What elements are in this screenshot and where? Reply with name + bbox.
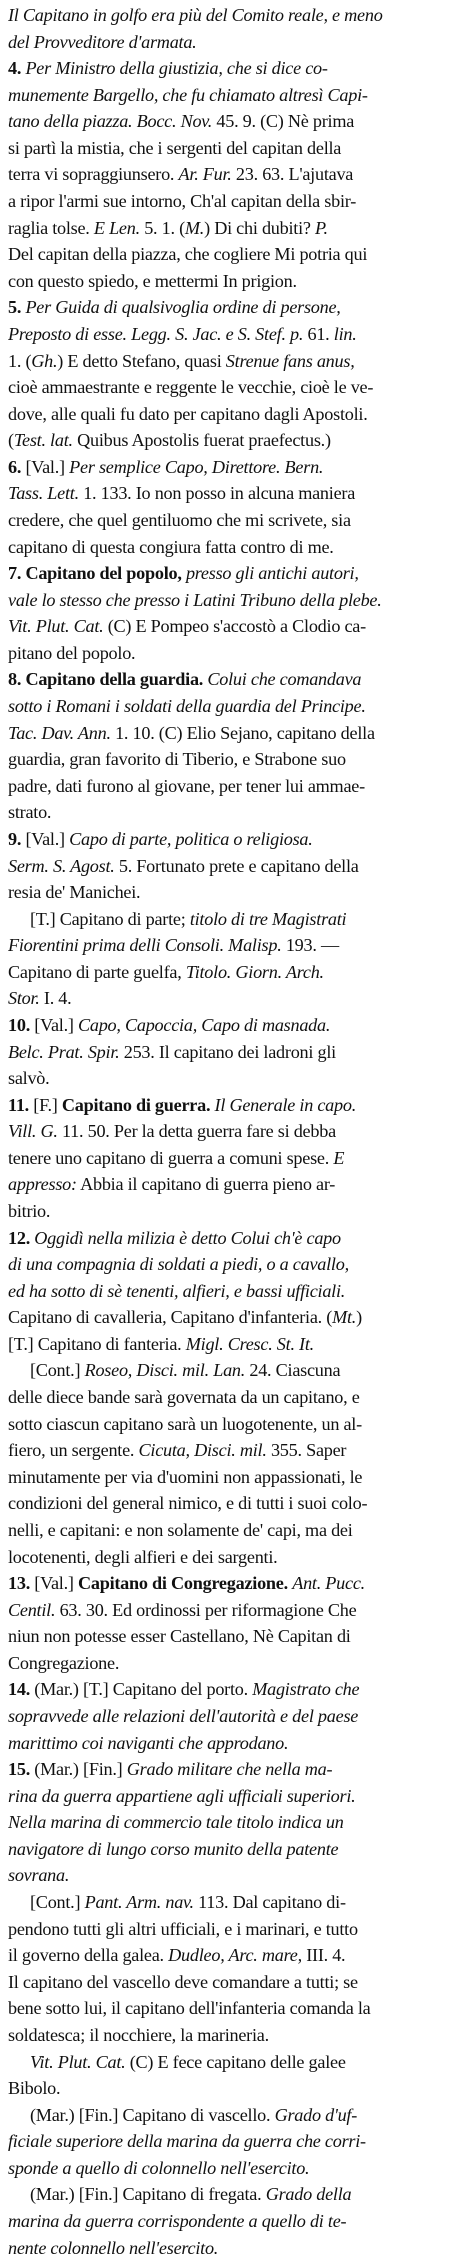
text-run: delle diece bande sarà governata da un capitano, e	[8, 1387, 360, 1408]
italic-text: Vit. Plut. Cat.	[8, 616, 104, 637]
italic-text: del Provveditore d'armata.	[8, 31, 197, 52]
text-run: raglia tolse.	[8, 217, 94, 238]
text-line	[8, 2155, 463, 2182]
text-run: a ripor l'armi sue intorno, Ch'al capitan della sbir-	[8, 191, 356, 212]
text-line	[8, 507, 463, 534]
italic-text: Ant. Pucc.	[292, 1573, 365, 1594]
text-run: credere, che quel gentiluomo che mi scrivete, sia	[8, 509, 351, 530]
text-line	[8, 879, 463, 906]
bold-text: Capitano di Congregazione.	[77, 1573, 293, 1594]
italic-text: nente colonnello nell'esercito.	[8, 2237, 219, 2258]
text-run: Congregazione.	[8, 1652, 120, 1673]
text-run: cioè ammaestrante e reggente le vecchie, cioè le ve-	[8, 377, 374, 398]
italic-text: marina da guerra corrispondente a quello di te-	[8, 2210, 347, 2231]
italic-text: Tac. Dav. Ann.	[8, 722, 111, 743]
text-run: bene sotto lui, il capitano dell'infanteria comanda la	[8, 1998, 371, 2019]
text-line	[8, 268, 463, 295]
text-line	[8, 1012, 463, 1039]
italic-text: Il Capitano in golfo	[8, 5, 152, 25]
text-line	[8, 321, 463, 348]
italic-text: Per Guida di qualsivoglia ordine di persone,	[25, 297, 341, 318]
text-line	[8, 1623, 463, 1650]
text-line	[8, 29, 463, 56]
italic-text: era più del Comito reale, e meno	[151, 5, 383, 25]
italic-text: Per Ministro della giustizia, che si dice co-	[25, 58, 328, 79]
text-line	[8, 534, 463, 561]
text-line	[8, 241, 463, 268]
text-line	[8, 2181, 463, 2208]
italic-text: presso gli antichi autori,	[185, 563, 359, 584]
text-run: (Mar.) [Fin.]	[34, 1759, 127, 1780]
text-run: strato.	[8, 802, 52, 823]
text-line	[8, 1490, 463, 1517]
text-line	[8, 1916, 463, 1943]
text-line	[8, 1357, 463, 1384]
italic-text: marittimo coi naviganti che approdano.	[8, 1732, 289, 1753]
text-run: terra vi sopraggiunsero.	[8, 164, 179, 185]
text-line	[8, 1039, 463, 1066]
text-run: Abbia il capitano di guerra pieno ar-	[76, 1174, 336, 1195]
italic-text: ed ha sotto di sè tenenti, alfieri, e bassi ufficiali.	[8, 1280, 346, 1301]
text-run: 253. Il capitano dei ladroni gli	[119, 1041, 336, 1062]
italic-text: Magistrato che	[252, 1679, 360, 1700]
bold-text: 5.	[8, 297, 26, 318]
bold-text: 6.	[8, 456, 26, 477]
text-run: 63. 30. Ed ordinossi per riformagione Che	[55, 1599, 357, 1620]
text-line	[8, 1809, 463, 1836]
text-run: 61.	[303, 323, 334, 344]
text-line	[8, 587, 463, 614]
italic-text: Colui che comandava	[207, 669, 362, 690]
text-run: Bibolo.	[8, 2078, 61, 2099]
text-line	[8, 454, 463, 481]
text-line	[8, 1304, 463, 1331]
text-run: soldatesca; il nocchiere, la marineria.	[8, 2024, 269, 2045]
text-line	[8, 1836, 463, 1863]
text-run: 5. Fortunato prete e capitano della	[114, 855, 359, 876]
bold-text: Capitano di guerra.	[61, 1094, 215, 1115]
text-line	[8, 1544, 463, 1571]
text-line	[8, 720, 463, 747]
italic-text: sovrana.	[8, 1865, 70, 1886]
text-run: (Mar.) [T.] Capitano del porto.	[34, 1679, 253, 1700]
text-run: padre, dati furono al giovane, per tener lui ammae-	[8, 775, 365, 796]
text-run: nelli, e capitani: e non solamente de' capi, ma dei	[8, 1519, 353, 1540]
text-line	[8, 480, 463, 507]
text-line	[8, 1411, 463, 1438]
italic-text: Grado militare che nella ma-	[126, 1759, 333, 1780]
text-run: 1. 10. (C) Elio Sejano, capitano della	[110, 722, 375, 743]
bold-text: 15.	[8, 1759, 35, 1780]
text-line	[8, 1942, 463, 1969]
text-line	[8, 773, 463, 800]
text-run: 23. 63. L'ajutava	[231, 164, 354, 185]
text-run: 355. Saper	[266, 1440, 347, 1461]
text-run: 24. Ciascuna	[245, 1360, 341, 1381]
text-line	[8, 2075, 463, 2102]
italic-text: rina da guerra appartiene agli ufficiali superiori.	[8, 1785, 356, 1806]
italic-text: Cicuta, Disci. mil.	[138, 1440, 267, 1461]
text-line	[8, 1065, 463, 1092]
text-run: 193. —	[281, 935, 339, 956]
italic-text: Fiorentini prima delli Consoli. Malisp.	[8, 935, 282, 956]
text-line	[8, 1278, 463, 1305]
text-line	[8, 1198, 463, 1225]
text-line	[8, 1517, 463, 1544]
italic-text: titolo di tre Magistrati	[189, 908, 347, 929]
text-run: (C) E Pompeo s'accostò a Clodio ca-	[103, 616, 366, 637]
text-line	[8, 1703, 463, 1730]
italic-text: Capo di parte, politica o religiosa.	[69, 828, 313, 849]
italic-text: navigatore di lungo corso munito della patente	[8, 1838, 339, 1859]
text-line	[8, 55, 463, 82]
text-run: locotenenti, degli alfieri e dei sargenti.	[8, 1546, 278, 1567]
italic-text: Grado d'uf-	[274, 2104, 358, 2125]
italic-text: sotto i Romani i soldati della guardia del Principe.	[8, 696, 366, 717]
bold-text: 8. Capitano della guardia.	[8, 669, 208, 690]
text-run: si partì la mistia, che i sergenti del capitan della	[8, 137, 342, 158]
text-run: )	[356, 1307, 362, 1328]
text-line	[8, 666, 463, 693]
italic-text: Titolo. Giorn. Arch.	[185, 961, 324, 982]
italic-text: Serm. S. Agost.	[8, 855, 115, 876]
text-run: Del capitan della piazza, che cogliere Mi potria qui	[8, 244, 368, 265]
text-line	[8, 853, 463, 880]
text-run: condizioni del general nimico, e di tutti i suoi colo-	[8, 1493, 368, 1514]
italic-text: vale lo stesso che presso i Latini Tribuno della plebe.	[8, 589, 382, 610]
italic-text: Belc. Prat. Spir.	[8, 1041, 120, 1062]
text-line	[8, 906, 463, 933]
text-run: I. 4.	[39, 988, 72, 1009]
text-run: (C) E fece capitano delle galee	[125, 2051, 346, 2072]
text-run: guardia, gran favorito di Tiberio, e Strabone suo	[8, 749, 346, 770]
text-run: 11. 50. Per la detta guerra fare si debba	[57, 1121, 336, 1142]
text-line	[8, 1092, 463, 1119]
italic-text: ficiale superiore della marina da guerra che corri-	[8, 2131, 366, 2152]
text-line	[8, 613, 463, 640]
text-run: capitano di questa congiura fatta contro di me.	[8, 536, 334, 557]
text-line	[8, 932, 463, 959]
text-line	[8, 1597, 463, 1624]
italic-text: Vill. G.	[8, 1121, 58, 1142]
italic-text: munemente Bargello, che fu chiamato altresì Capi-	[8, 84, 368, 105]
text-line	[8, 108, 463, 135]
italic-text: Gh.	[31, 350, 58, 371]
text-line	[8, 1464, 463, 1491]
text-run: tenere uno capitano di guerra a comuni spese.	[8, 1147, 334, 1168]
text-line	[8, 401, 463, 428]
italic-text: Dudleo, Arc. mare,	[168, 1945, 302, 1966]
bold-text: 12.	[8, 1227, 35, 1248]
text-run: 1. 133. Io non posso in alcuna maniera	[78, 483, 356, 504]
text-line	[8, 82, 463, 109]
bold-text: 11.	[8, 1094, 34, 1115]
text-line	[8, 1225, 463, 1252]
text-line	[8, 693, 463, 720]
text-line	[8, 1889, 463, 1916]
italic-text: Il Generale in capo.	[214, 1094, 357, 1115]
text-run: [T.] Capitano di parte;	[30, 908, 190, 929]
bold-text: 10.	[8, 1014, 35, 1035]
text-line	[8, 294, 463, 321]
italic-text: tano della piazza. Bocc. Nov.	[8, 111, 213, 132]
italic-text: Centil.	[8, 1599, 56, 1620]
text-run: resia de' Manichei.	[8, 882, 141, 903]
italic-text: Vit. Plut. Cat.	[30, 2051, 126, 2072]
text-run: salvò.	[8, 1068, 50, 1089]
text-line	[8, 215, 463, 242]
italic-text: E	[333, 1147, 345, 1168]
text-line	[8, 1145, 463, 1172]
text-line	[8, 1570, 463, 1597]
text-run: il governo della galea.	[8, 1945, 169, 1966]
text-run: minutamente per via d'uomini non appassionati, le	[8, 1466, 363, 1487]
text-line	[8, 188, 463, 215]
italic-text: Test. lat.	[13, 430, 73, 451]
text-run: bitrio.	[8, 1201, 51, 1222]
text-line	[8, 1676, 463, 1703]
text-run: dove, alle quali fu dato per capitano dagli Apostoli.	[8, 403, 368, 424]
italic-text: Preposto di esse. Legg. S. Jac. e S. Stef. p.	[8, 323, 304, 344]
italic-text: Strenue fans anus,	[225, 350, 355, 371]
text-line	[8, 1118, 463, 1145]
text-line	[8, 2128, 463, 2155]
italic-text: Roseo, Disci. mil. Lan.	[84, 1360, 246, 1381]
text-line	[8, 2102, 463, 2129]
italic-text: Capo, Capoccia, Capo di masnada.	[77, 1014, 331, 1035]
text-line	[8, 1969, 463, 1996]
text-run: sotto ciascun capitano sarà un luogotenente, un al-	[8, 1413, 362, 1434]
text-run: (Mar.) [Fin.] Capitano di fregata.	[30, 2184, 266, 2205]
text-run: [Val.]	[34, 1014, 78, 1035]
text-line	[8, 959, 463, 986]
text-run: [Cont.]	[30, 1360, 85, 1381]
text-line	[8, 1862, 463, 1889]
text-line	[8, 2022, 463, 2049]
text-run: [Cont.]	[30, 1892, 85, 1913]
text-line	[8, 348, 463, 375]
italic-text: Stor.	[8, 988, 40, 1009]
text-run: [Val.]	[34, 1573, 78, 1594]
text-run: Quibus Apostolis fuerat praefectus.)	[72, 430, 331, 451]
text-run: 1. (	[8, 350, 32, 371]
text-line	[8, 746, 463, 773]
text-line	[8, 985, 463, 1012]
text-line	[8, 135, 463, 162]
bold-text: 9.	[8, 828, 26, 849]
italic-text: Oggidì nella milizia è detto Colui ch'è capo	[34, 1227, 341, 1248]
text-run: [Val.]	[25, 828, 70, 849]
italic-text: Ar. Fur.	[178, 164, 232, 185]
text-run: [Val.]	[25, 456, 70, 477]
text-line	[8, 1437, 463, 1464]
italic-text: Mt.	[332, 1307, 357, 1328]
text-line	[8, 1756, 463, 1783]
italic-text: M.	[184, 217, 205, 238]
text-line	[8, 1171, 463, 1198]
text-run: 45. 9. (C) Nè prima	[212, 111, 355, 132]
text-run: pitano del popolo.	[8, 642, 136, 663]
text-run: [F.]	[33, 1094, 62, 1115]
text-line	[8, 2, 463, 29]
italic-text: Nella marina di commercio tale titolo indica un	[8, 1812, 344, 1833]
italic-text: appresso:	[8, 1174, 77, 1195]
italic-text: Per semplice Capo, Direttore. Bern.	[69, 456, 324, 477]
text-line	[8, 374, 463, 401]
text-run: 5. 1. (	[139, 217, 185, 238]
text-line	[8, 161, 463, 188]
text-line	[8, 1995, 463, 2022]
text-run: pendono tutti gli altri ufficiali, e i marinari, e tutto	[8, 1918, 358, 1939]
italic-text: Pant. Arm. nav.	[84, 1892, 194, 1913]
bold-text: 13.	[8, 1573, 35, 1594]
italic-text: di una compagnia di soldati a piedi, o a cavallo,	[8, 1254, 349, 1275]
italic-text: lin.	[333, 323, 357, 344]
text-line	[8, 799, 463, 826]
text-run: (	[8, 430, 14, 451]
text-line	[8, 2049, 463, 2076]
text-line	[8, 826, 463, 853]
bold-text: 4.	[8, 58, 26, 79]
italic-text: sponde a quello di colonnello nell'esercito.	[8, 2157, 310, 2178]
text-line	[8, 1331, 463, 1358]
text-line	[8, 2208, 463, 2235]
italic-text: Tass. Lett.	[8, 483, 79, 504]
italic-text: E Len.	[93, 217, 140, 238]
text-run: ) E detto Stefano, quasi	[57, 350, 226, 371]
text-run: Capitano di parte guelfa,	[8, 961, 186, 982]
text-line	[8, 427, 463, 454]
text-line	[8, 2235, 463, 2261]
text-line	[8, 1650, 463, 1677]
text-run: Il capitano del vascello deve comandare a tutti; se	[8, 1971, 358, 1992]
text-line	[8, 1384, 463, 1411]
text-run: [T.] Capitano di fanteria.	[8, 1333, 186, 1354]
text-run: fiero, un sergente.	[8, 1440, 139, 1461]
bold-text: 14.	[8, 1679, 35, 1700]
text-run: ) Di chi dubiti?	[204, 217, 316, 238]
text-run: niun non potesse esser Castellano, Nè Capitan di	[8, 1626, 351, 1647]
italic-text: P.	[315, 217, 328, 238]
text-line	[8, 640, 463, 667]
text-line	[8, 1783, 463, 1810]
text-line	[8, 1251, 463, 1278]
text-run: 113. Dal capitano di-	[193, 1892, 346, 1913]
text-run: III. 4.	[301, 1945, 346, 1966]
italic-text: Grado della	[265, 2184, 352, 2205]
text-run: Capitano di cavalleria, Capitano d'infanteria. (	[8, 1307, 333, 1328]
italic-text: sopravvede alle relazioni dell'autorità e del paese	[8, 1706, 359, 1726]
text-line	[8, 1730, 463, 1757]
text-run: con questo spiedo, e mettermi In prigion.	[8, 270, 297, 291]
italic-text: Migl. Cresc. St. It.	[185, 1333, 314, 1354]
text-line	[8, 560, 463, 587]
text-run: (Mar.) [Fin.] Capitano di vascello.	[30, 2104, 275, 2125]
bold-text: 7. Capitano del popolo,	[8, 563, 186, 584]
